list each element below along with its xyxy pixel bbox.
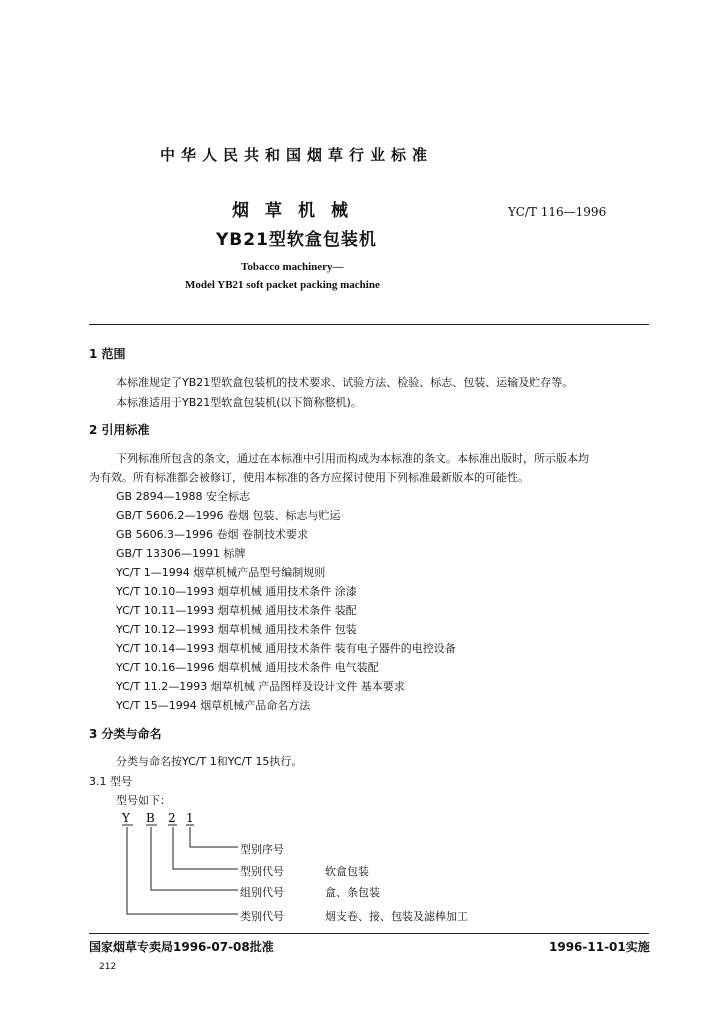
reference-item: GB/T 5606.2—1996 卷烟 包装、标志与贮运 <box>116 509 341 522</box>
reference-item: YC/T 1—1994 烟草机械产品型号编制规则 <box>116 566 326 579</box>
header-divider <box>89 324 649 325</box>
section-2-paragraph-line2: 为有效。所有标准都会被修订，使用本标准的各方应探讨使用下列标准最新版本的可能性。 <box>89 471 529 484</box>
model-digit-1: 1 <box>186 811 194 825</box>
model-letter-y: Y <box>122 811 130 825</box>
section-3-1-intro: 型号如下： <box>116 794 171 807</box>
page-number: 212 <box>99 962 117 972</box>
section-1-paragraph-1: 本标准规定了YB21型软盒包装机的技术要求、试验方法、检验、标志、包装、运输及贮存等。 <box>116 376 574 389</box>
reference-item: YC/T 10.11—1993 烟草机械 通用技术条件 装配 <box>116 604 357 617</box>
model-label-category-desc: 烟支卷、接、包装及滤棒加工 <box>325 910 468 923</box>
approval-text: 国家烟草专卖局1996-07-08批准 <box>89 940 274 954</box>
reference-item: YC/T 11.2—1993 烟草机械 产品图样及设计文件 基本要求 <box>116 680 405 693</box>
reference-item: YC/T 15—1994 烟草机械产品命名方法 <box>116 699 311 712</box>
reference-item: GB/T 13306—1991 标牌 <box>116 547 246 560</box>
document-title-cn: 烟草机械 <box>232 201 364 221</box>
section-2-paragraph-line1: 下列标准所包含的条文，通过在本标准中引用而构成为本标准的条文。本标准出版时，所示版本均 <box>116 452 589 465</box>
document-title-en-line1: Tobacco machinery— <box>241 261 344 273</box>
model-label-group: 组别代号 <box>240 886 284 899</box>
section-2-heading: 2 引用标准 <box>89 423 150 437</box>
model-letter-b: B <box>146 811 155 825</box>
model-label-type-desc: 软盒包装 <box>325 865 369 878</box>
reference-item: YC/T 10.16—1996 烟草机械 通用技术条件 电气装配 <box>116 661 379 674</box>
footer-divider <box>89 933 649 934</box>
model-label-category: 类别代号 <box>240 910 284 923</box>
section-3-heading: 3 分类与命名 <box>89 727 162 741</box>
section-3-paragraph: 分类与命名按YC/T 1和YC/T 15执行。 <box>116 755 303 768</box>
reference-item: YC/T 10.10—1993 烟草机械 通用技术条件 涂漆 <box>116 585 357 598</box>
reference-item: YC/T 10.12—1993 烟草机械 通用技术条件 包装 <box>116 623 357 636</box>
implementation-date: 1996-11-01实施 <box>549 940 650 954</box>
industry-standard-title: 中华人民共和国烟草行业标准 <box>160 146 434 164</box>
reference-item: GB 2894—1988 安全标志 <box>116 490 251 503</box>
section-3-1-heading: 3.1 型号 <box>89 775 132 788</box>
model-label-group-desc: 盒、条包装 <box>325 886 380 899</box>
section-1-heading: 1 范围 <box>89 347 126 361</box>
model-label-serial: 型别序号 <box>240 843 284 856</box>
reference-item: GB 5606.3—1996 卷烟 卷制技术要求 <box>116 528 309 541</box>
standard-number: YC/T 116—1996 <box>508 205 607 219</box>
document-title-model: YB21型软盒包装机 <box>216 230 377 250</box>
section-1-paragraph-2: 本标准适用于YB21型软盒包装机(以下简称整机)。 <box>116 396 362 409</box>
model-label-type: 型别代号 <box>240 865 284 878</box>
document-title-en-line2: Model YB21 soft packet packing machine <box>185 279 380 291</box>
model-digit-2: 2 <box>168 811 176 825</box>
reference-item: YC/T 10.14—1993 烟草机械 通用技术条件 装有电子器件的电控设备 <box>116 642 456 655</box>
